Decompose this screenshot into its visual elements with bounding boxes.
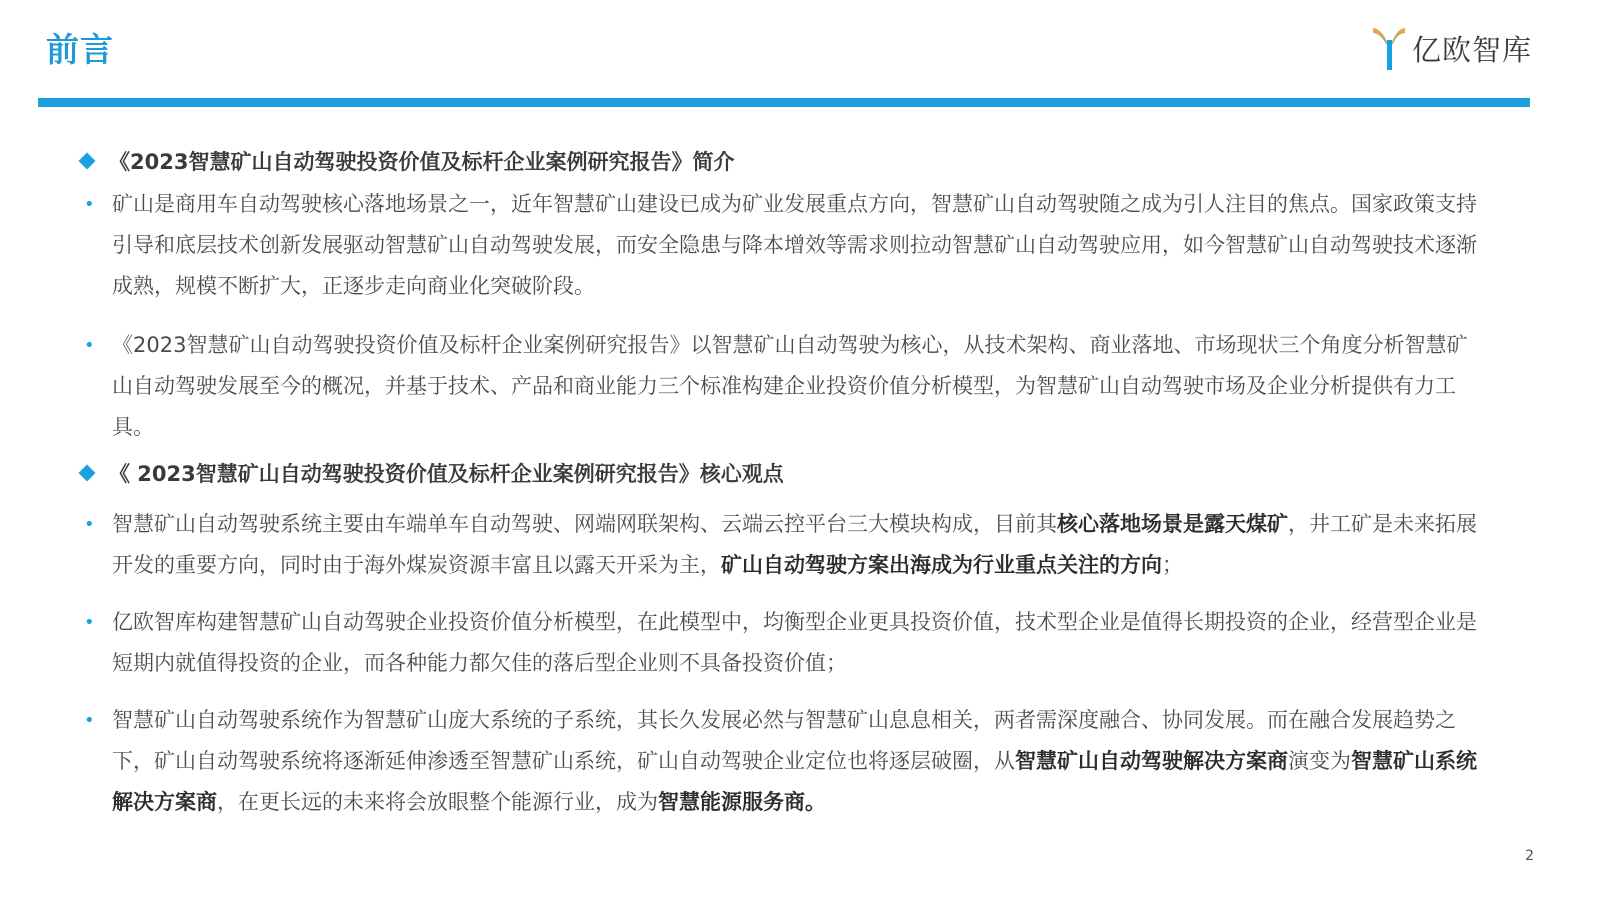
diamond-bullet-icon (79, 465, 96, 482)
bullet-text-segment: 智慧矿山自动驾驶系统作为智慧矿山庞大系统的子系统，其长久发展必然与智慧矿山息息相关，两者需深度融合、协同发展。而在融合发展趋势之下，矿山自动驾驶系统将逐渐延伸渗透至智慧矿山系统，矿山自动驾驶企业定位也将逐层破圈，从 (112, 708, 1456, 773)
yiou-y-logo-icon (1372, 26, 1406, 70)
bullet-dot-icon: • (84, 710, 95, 731)
section-heading-text: 《 2023智慧矿山自动驾驶投资价值及标杆企业案例研究报告》核心观点 (109, 462, 784, 486)
bullet-text: 矿山是商用车自动驾驶核心落地场景之一，近年智慧矿山建设已成为矿业发展重点方向，智慧矿山自动驾驶随之成为引人注目的焦点。国家政策支持引导和底层技术创新发展驱动智慧矿山自动驾驶发展，而安全隐患与降本增效等需求则拉动智慧矿山自动驾驶应用，如今智慧矿山自动驾驶技术逐渐成熟，规模不断扩大，正逐步走向商业化突破阶段。 (112, 192, 1477, 298)
logo-text: 亿欧智库 (1412, 32, 1533, 67)
section-heading-text: 《2023智慧矿山自动驾驶投资价值及标杆企业案例研究报告》简介 (109, 150, 735, 174)
bullet-dot-icon: • (84, 335, 95, 356)
brand-logo (1372, 24, 1532, 72)
bullet-text-segment: ； (1162, 553, 1183, 577)
list-item (76, 602, 1488, 684)
bullet-text: 《2023智慧矿山自动驾驶投资价值及标杆企业案例研究报告》以智慧矿山自动驾驶为核心，从技术架构、商业落地、市场现状三个角度分析智慧矿山自动驾驶发展至今的概况，并基于技术、产品和商业能力三个标准构建企业投资价值分析模型，为智慧矿山自动驾驶市场及企业分析提供有力工具。 (112, 333, 1468, 439)
list-item (76, 184, 1488, 307)
section-heading-intro (76, 140, 1506, 182)
bullet-text-emphasis: 智慧矿山系统解决方案商 (112, 749, 1477, 814)
bullet-text-segment: 演变为 (1288, 749, 1351, 773)
section-heading-core-views (76, 452, 1506, 494)
bullet-text-emphasis: 核心落地场景是露天煤矿 (1057, 512, 1288, 536)
header-divider-bar (38, 98, 1530, 107)
main-content (76, 140, 1506, 839)
bullet-text-segment: ，井工矿是未来拓展开发的重要方向，同时由于海外煤炭资源丰富且以露天开采为主， (112, 512, 1477, 577)
bullet-text-segment: 智慧矿山自动驾驶系统主要由车端单车自动驾驶、网端网联架构、云端云控平台三大模块构成，目前其 (112, 512, 1057, 536)
list-item (76, 325, 1488, 448)
page-title: 前言 (46, 30, 114, 69)
bullet-dot-icon: • (84, 194, 95, 215)
bullet-text-emphasis: 智慧能源服务商。 (658, 790, 826, 814)
bullet-text-emphasis: 矿山自动驾驶方案出海成为行业重点关注的方向 (721, 553, 1162, 577)
bullet-dot-icon: • (84, 514, 95, 535)
bullet-text-segment: ，在更长远的未来将会放眼整个能源行业，成为 (217, 790, 658, 814)
bullet-text-emphasis: 智慧矿山自动驾驶解决方案商 (1015, 749, 1288, 773)
list-item (76, 700, 1488, 823)
bullet-dot-icon: • (84, 612, 95, 633)
bullet-text: 亿欧智库构建智慧矿山自动驾驶企业投资价值分析模型，在此模型中，均衡型企业更具投资价值，技术型企业是值得长期投资的企业，经营型企业是短期内就值得投资的企业，而各种能力都欠佳的落后型企业则不具备投资价值； (112, 610, 1477, 675)
diamond-bullet-icon (79, 153, 96, 170)
list-item (76, 504, 1488, 586)
page-number: 2 (1525, 848, 1534, 864)
